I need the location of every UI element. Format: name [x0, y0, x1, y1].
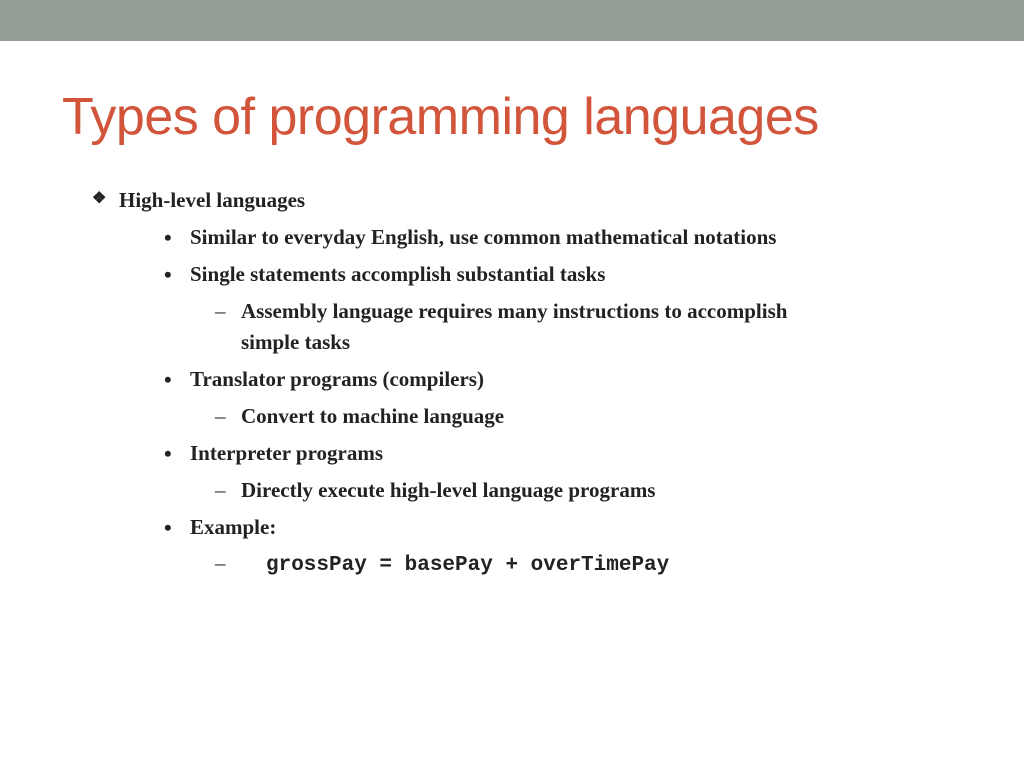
list-item-continuation: [241, 327, 350, 358]
bullet-icon: •: [164, 515, 172, 540]
dash-bullet-icon: –: [215, 478, 226, 502]
list-item: [164, 259, 606, 290]
list-item-text: Interpreter programs: [190, 441, 384, 465]
list-item: [164, 222, 777, 253]
list-item: [164, 438, 384, 469]
bullet-icon: •: [164, 367, 172, 392]
top-header-band: [0, 0, 1024, 41]
bullet-icon: •: [164, 441, 172, 466]
dash-bullet-icon: –: [215, 404, 226, 428]
list-item: [164, 364, 484, 395]
list-item-text: Convert to machine language: [241, 404, 505, 428]
list-item-text: Translator programs (compilers): [190, 367, 484, 391]
list-item-text: Assembly language requires many instructions to accomplish: [241, 299, 788, 323]
list-item-text: Similar to everyday English, use common mathematical notations: [190, 225, 777, 249]
list-item-text: simple tasks: [241, 330, 351, 354]
list-item-text: High-level languages: [119, 188, 306, 212]
list-item: [164, 512, 277, 543]
dash-bullet-icon: –: [215, 299, 226, 323]
dash-bullet-icon: –: [215, 551, 226, 575]
list-item: [215, 401, 505, 432]
bullet-icon: •: [164, 262, 172, 287]
code-example: grossPay = basePay + overTimePay: [266, 554, 670, 577]
list-item: [215, 548, 670, 581]
list-item-text: Single statements accomplish substantial tasks: [190, 262, 606, 286]
list-item: [215, 475, 656, 506]
bullet-icon: •: [164, 225, 172, 250]
slide-title: Types of programming languages: [62, 88, 819, 146]
list-item-text: Example:: [190, 515, 277, 539]
diamond-bullet-icon: ❖: [92, 190, 107, 207]
list-item: [215, 296, 788, 327]
list-item: [92, 185, 306, 216]
list-item-text: Directly execute high-level language programs: [241, 478, 656, 502]
